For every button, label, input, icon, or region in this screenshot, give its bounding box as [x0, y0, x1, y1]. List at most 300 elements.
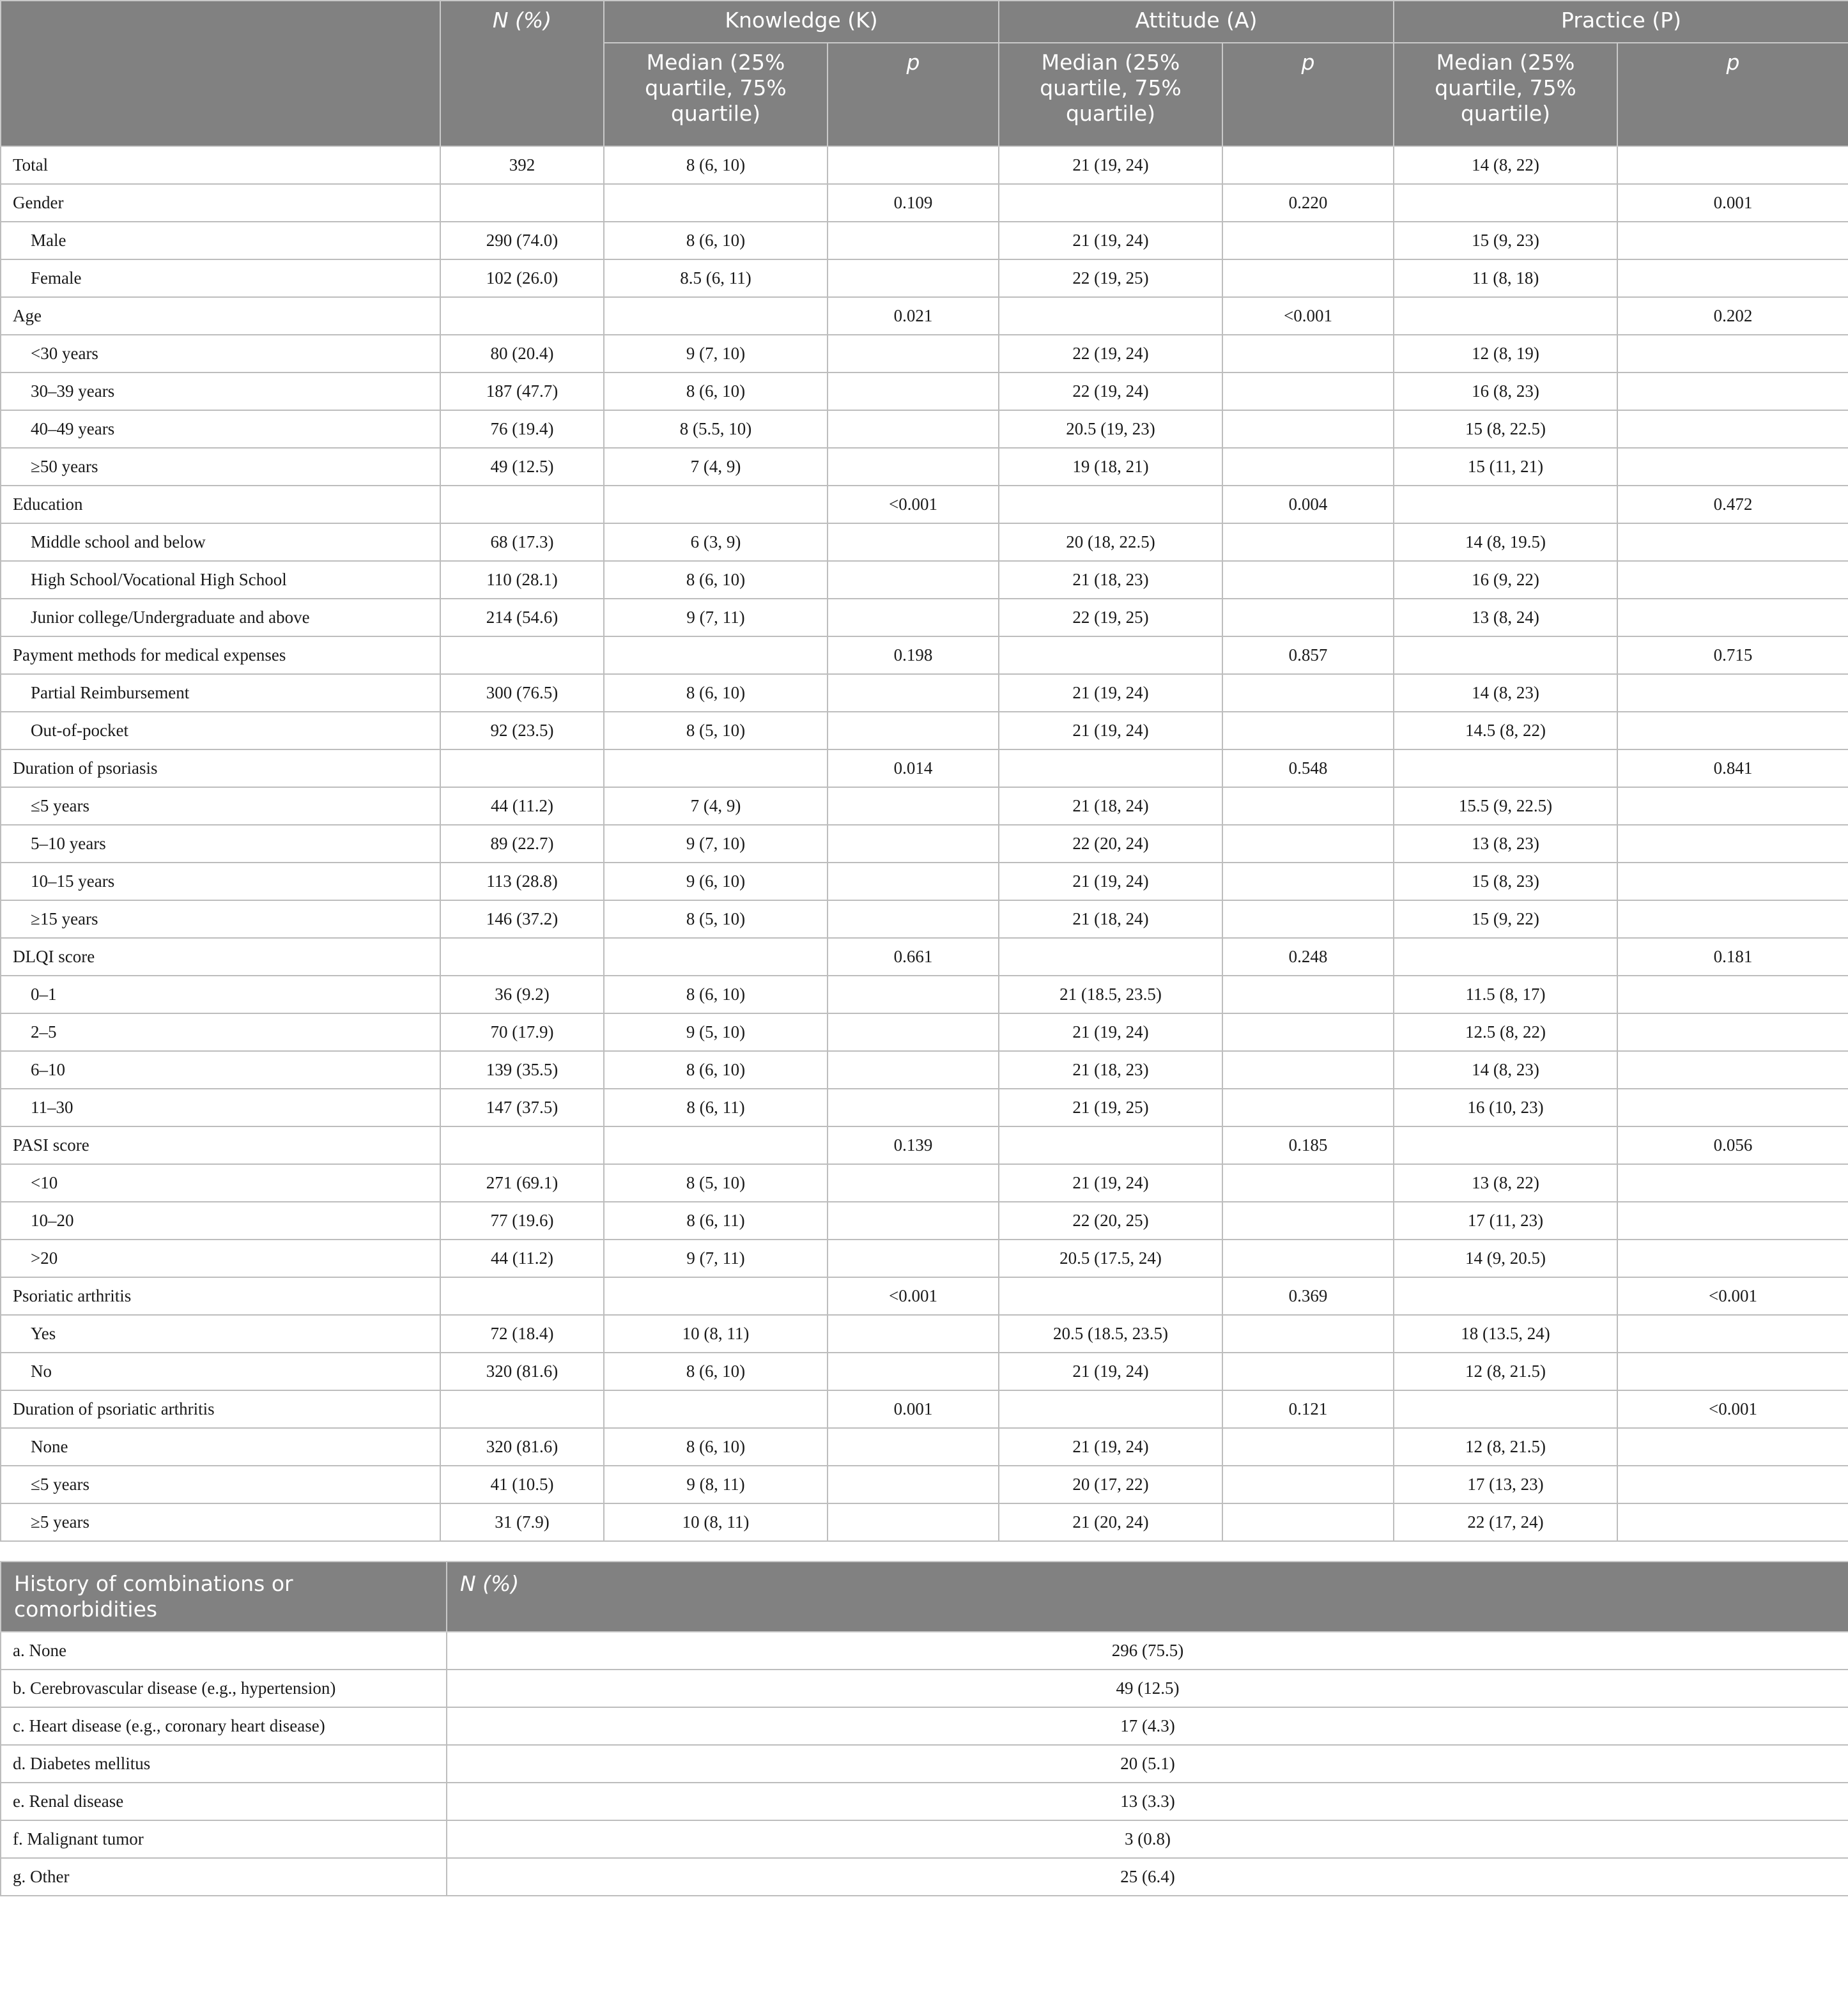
row-label: ≥5 years [1, 1503, 440, 1541]
practice-p-cell [1617, 674, 1848, 712]
table-row [1, 222, 1848, 259]
practice-median-cell: 14 (9, 20.5) [1394, 1240, 1617, 1277]
comorbidity-n-cell: 296 (75.5) [447, 1632, 1848, 1670]
attitude-median-cell: 21 (20, 24) [999, 1503, 1222, 1541]
header-n-percent: N (%) [440, 1, 604, 146]
practice-p-cell: <0.001 [1617, 1277, 1848, 1315]
n-cell: 68 (17.3) [440, 523, 604, 561]
practice-p-cell [1617, 372, 1848, 410]
table-row [1, 1013, 1848, 1051]
knowledge-p-cell [828, 1240, 999, 1277]
n-cell [440, 749, 604, 787]
knowledge-median-cell: 8 (5, 10) [604, 900, 828, 938]
n-cell [440, 1126, 604, 1164]
row-label: None [1, 1428, 440, 1466]
attitude-median-cell [999, 1390, 1222, 1428]
table-row [1, 1820, 1848, 1858]
knowledge-median-cell: 8 (6, 10) [604, 1051, 828, 1089]
practice-p-cell [1617, 1089, 1848, 1126]
comorbidities-body [1, 1632, 1848, 1896]
attitude-p-cell [1222, 825, 1394, 863]
knowledge-p-cell [828, 410, 999, 448]
attitude-median-cell [999, 636, 1222, 674]
attitude-median-cell: 22 (20, 24) [999, 825, 1222, 863]
knowledge-p-cell [828, 976, 999, 1013]
practice-p-cell: 0.841 [1617, 749, 1848, 787]
row-label: Yes [1, 1315, 440, 1353]
row-label: 2–5 [1, 1013, 440, 1051]
knowledge-p-cell [828, 1466, 999, 1503]
attitude-median-cell: 21 (19, 24) [999, 222, 1222, 259]
n-cell: 77 (19.6) [440, 1202, 604, 1240]
attitude-p-cell [1222, 1240, 1394, 1277]
table-row [1, 1858, 1848, 1896]
n-cell: 80 (20.4) [440, 335, 604, 372]
comorbidity-n-cell: 25 (6.4) [447, 1858, 1848, 1896]
practice-median-cell: 12.5 (8, 22) [1394, 1013, 1617, 1051]
practice-median-cell: 14.5 (8, 22) [1394, 712, 1617, 749]
practice-median-cell: 15 (8, 22.5) [1394, 410, 1617, 448]
knowledge-median-cell: 8 (6, 10) [604, 222, 828, 259]
knowledge-p-cell [828, 1428, 999, 1466]
practice-p-cell [1617, 1353, 1848, 1390]
knowledge-p-cell [828, 787, 999, 825]
table-row [1, 825, 1848, 863]
attitude-median-cell: 21 (19, 25) [999, 1089, 1222, 1126]
attitude-median-cell: 22 (19, 24) [999, 335, 1222, 372]
attitude-median-cell: 20.5 (17.5, 24) [999, 1240, 1222, 1277]
practice-p-cell [1617, 787, 1848, 825]
row-label: Education [1, 486, 440, 523]
n-cell: 320 (81.6) [440, 1428, 604, 1466]
knowledge-median-cell [604, 938, 828, 976]
practice-median-cell [1394, 486, 1617, 523]
table-row [1, 335, 1848, 372]
n-cell: 110 (28.1) [440, 561, 604, 599]
practice-median-cell: 15 (9, 22) [1394, 900, 1617, 938]
n-cell: 89 (22.7) [440, 825, 604, 863]
comorbidities-header [1, 1562, 1848, 1632]
attitude-median-cell: 19 (18, 21) [999, 448, 1222, 486]
comorbidity-n-cell: 3 (0.8) [447, 1820, 1848, 1858]
practice-p-cell [1617, 825, 1848, 863]
n-cell: 290 (74.0) [440, 222, 604, 259]
n-cell: 31 (7.9) [440, 1503, 604, 1541]
header-n-percent-label: N (%) [460, 1571, 520, 1596]
knowledge-median-cell: 9 (5, 10) [604, 1013, 828, 1051]
attitude-median-cell: 21 (19, 24) [999, 1428, 1222, 1466]
attitude-p-cell: 0.004 [1222, 486, 1394, 523]
attitude-p-cell [1222, 1466, 1394, 1503]
header-p-median: Median (25% quartile, 75% quartile) [1394, 43, 1617, 146]
attitude-p-cell: 0.185 [1222, 1126, 1394, 1164]
comorbidity-n-cell: 20 (5.1) [447, 1745, 1848, 1783]
table-row-group [1, 297, 1848, 335]
attitude-p-cell [1222, 1164, 1394, 1202]
n-cell: 102 (26.0) [440, 259, 604, 297]
row-label: Payment methods for medical expenses [1, 636, 440, 674]
table-row [1, 410, 1848, 448]
attitude-median-cell [999, 184, 1222, 222]
header-a-median: Median (25% quartile, 75% quartile) [999, 43, 1222, 146]
practice-median-cell: 18 (13.5, 24) [1394, 1315, 1617, 1353]
table-row [1, 1707, 1848, 1745]
attitude-p-cell: 0.220 [1222, 184, 1394, 222]
practice-p-cell [1617, 146, 1848, 184]
knowledge-p-cell [828, 1013, 999, 1051]
row-label: ≤5 years [1, 787, 440, 825]
header-n-percent [447, 1562, 1848, 1632]
table-row [1, 259, 1848, 297]
knowledge-p-cell [828, 825, 999, 863]
attitude-p-cell [1222, 1202, 1394, 1240]
row-label: Partial Reimbursement [1, 674, 440, 712]
knowledge-p-cell [828, 448, 999, 486]
practice-median-cell: 15.5 (9, 22.5) [1394, 787, 1617, 825]
knowledge-p-cell [828, 335, 999, 372]
practice-median-cell: 12 (8, 21.5) [1394, 1428, 1617, 1466]
attitude-median-cell: 21 (19, 24) [999, 674, 1222, 712]
row-label: Gender [1, 184, 440, 222]
knowledge-p-cell [828, 900, 999, 938]
practice-median-cell: 17 (11, 23) [1394, 1202, 1617, 1240]
n-cell [440, 486, 604, 523]
n-cell: 214 (54.6) [440, 599, 604, 636]
practice-p-cell [1617, 222, 1848, 259]
row-label: Junior college/Undergraduate and above [1, 599, 440, 636]
practice-median-cell: 15 (9, 23) [1394, 222, 1617, 259]
knowledge-median-cell [604, 1390, 828, 1428]
table-row-group [1, 938, 1848, 976]
table-row [1, 1632, 1848, 1670]
attitude-p-cell [1222, 787, 1394, 825]
practice-median-cell: 11.5 (8, 17) [1394, 976, 1617, 1013]
knowledge-p-cell: 0.198 [828, 636, 999, 674]
n-cell: 49 (12.5) [440, 448, 604, 486]
comorbidity-label: c. Heart disease (e.g., coronary heart disease) [1, 1707, 447, 1745]
knowledge-median-cell [604, 486, 828, 523]
knowledge-median-cell [604, 184, 828, 222]
practice-p-cell [1617, 712, 1848, 749]
table-row-group [1, 1126, 1848, 1164]
practice-p-cell: 0.056 [1617, 1126, 1848, 1164]
row-label: Age [1, 297, 440, 335]
n-cell: 76 (19.4) [440, 410, 604, 448]
knowledge-median-cell: 8 (6, 11) [604, 1202, 828, 1240]
knowledge-median-cell: 8 (6, 10) [604, 1428, 828, 1466]
attitude-p-cell [1222, 335, 1394, 372]
knowledge-median-cell: 7 (4, 9) [604, 448, 828, 486]
table-row [1, 787, 1848, 825]
practice-p-cell: 0.715 [1617, 636, 1848, 674]
table-row [1, 1089, 1848, 1126]
comorbidity-label: e. Renal disease [1, 1783, 447, 1820]
knowledge-median-cell: 8 (5.5, 10) [604, 410, 828, 448]
table-row [1, 1428, 1848, 1466]
attitude-median-cell: 20.5 (19, 23) [999, 410, 1222, 448]
practice-median-cell: 14 (8, 19.5) [1394, 523, 1617, 561]
practice-p-cell [1617, 1466, 1848, 1503]
attitude-p-cell [1222, 372, 1394, 410]
table-row [1, 1240, 1848, 1277]
practice-median-cell: 13 (8, 23) [1394, 825, 1617, 863]
table-row-group [1, 1277, 1848, 1315]
row-label: 6–10 [1, 1051, 440, 1089]
header-attitude: Attitude (A) [999, 1, 1394, 43]
knowledge-median-cell: 10 (8, 11) [604, 1315, 828, 1353]
row-label: Male [1, 222, 440, 259]
row-label: No [1, 1353, 440, 1390]
attitude-median-cell: 21 (18, 24) [999, 787, 1222, 825]
n-cell [440, 297, 604, 335]
n-cell [440, 938, 604, 976]
practice-p-cell [1617, 561, 1848, 599]
attitude-p-cell [1222, 222, 1394, 259]
table-row [1, 900, 1848, 938]
practice-p-cell [1617, 1240, 1848, 1277]
practice-median-cell: 17 (13, 23) [1394, 1466, 1617, 1503]
row-label: 30–39 years [1, 372, 440, 410]
practice-p-cell [1617, 1315, 1848, 1353]
knowledge-p-cell [828, 1051, 999, 1089]
practice-p-cell: 0.202 [1617, 297, 1848, 335]
table-row [1, 1315, 1848, 1353]
table-row [1, 1670, 1848, 1707]
table-row [1, 1202, 1848, 1240]
attitude-median-cell: 21 (18.5, 23.5) [999, 976, 1222, 1013]
knowledge-p-cell [828, 712, 999, 749]
attitude-median-cell [999, 938, 1222, 976]
practice-median-cell [1394, 1390, 1617, 1428]
practice-p-cell [1617, 1202, 1848, 1240]
practice-p-cell [1617, 1428, 1848, 1466]
attitude-p-cell [1222, 1013, 1394, 1051]
practice-median-cell [1394, 297, 1617, 335]
practice-median-cell: 22 (17, 24) [1394, 1503, 1617, 1541]
table-body [1, 146, 1848, 1541]
n-cell: 41 (10.5) [440, 1466, 604, 1503]
comorbidity-n-cell: 17 (4.3) [447, 1707, 1848, 1745]
attitude-median-cell: 22 (19, 25) [999, 259, 1222, 297]
knowledge-median-cell: 9 (7, 10) [604, 825, 828, 863]
knowledge-median-cell: 8 (5, 10) [604, 712, 828, 749]
row-label: <30 years [1, 335, 440, 372]
knowledge-median-cell: 8 (6, 10) [604, 1353, 828, 1390]
n-cell: 146 (37.2) [440, 900, 604, 938]
knowledge-median-cell: 6 (3, 9) [604, 523, 828, 561]
knowledge-median-cell: 8 (6, 10) [604, 146, 828, 184]
n-cell: 139 (35.5) [440, 1051, 604, 1089]
practice-median-cell: 15 (8, 23) [1394, 863, 1617, 900]
practice-median-cell: 12 (8, 21.5) [1394, 1353, 1617, 1390]
header-practice: Practice (P) [1394, 1, 1848, 43]
row-label: Middle school and below [1, 523, 440, 561]
knowledge-median-cell: 8 (6, 11) [604, 1089, 828, 1126]
knowledge-p-cell [828, 1164, 999, 1202]
attitude-median-cell: 21 (19, 24) [999, 1353, 1222, 1390]
header-empty [1, 1, 440, 146]
practice-median-cell: 16 (9, 22) [1394, 561, 1617, 599]
table-row [1, 448, 1848, 486]
knowledge-p-cell: <0.001 [828, 486, 999, 523]
row-label: <10 [1, 1164, 440, 1202]
row-label: DLQI score [1, 938, 440, 976]
attitude-p-cell [1222, 1051, 1394, 1089]
table-row [1, 1164, 1848, 1202]
knowledge-p-cell [828, 674, 999, 712]
knowledge-median-cell: 9 (7, 11) [604, 599, 828, 636]
attitude-p-cell: <0.001 [1222, 297, 1394, 335]
n-cell: 147 (37.5) [440, 1089, 604, 1126]
knowledge-p-cell: 0.661 [828, 938, 999, 976]
knowledge-p-cell [828, 1315, 999, 1353]
attitude-p-cell [1222, 1315, 1394, 1353]
practice-median-cell [1394, 749, 1617, 787]
knowledge-p-cell [828, 146, 999, 184]
table-row [1, 599, 1848, 636]
knowledge-median-cell [604, 749, 828, 787]
row-label: ≤5 years [1, 1466, 440, 1503]
attitude-p-cell [1222, 900, 1394, 938]
attitude-median-cell [999, 749, 1222, 787]
n-cell: 36 (9.2) [440, 976, 604, 1013]
attitude-median-cell: 22 (19, 25) [999, 599, 1222, 636]
row-label: >20 [1, 1240, 440, 1277]
attitude-p-cell [1222, 1503, 1394, 1541]
table-row [1, 863, 1848, 900]
knowledge-median-cell [604, 1277, 828, 1315]
n-cell: 392 [440, 146, 604, 184]
knowledge-median-cell: 8 (6, 10) [604, 674, 828, 712]
attitude-median-cell: 21 (19, 24) [999, 1013, 1222, 1051]
practice-median-cell [1394, 636, 1617, 674]
n-cell: 70 (17.9) [440, 1013, 604, 1051]
practice-p-cell: 0.472 [1617, 486, 1848, 523]
row-label: 0–1 [1, 976, 440, 1013]
header-comorbidities: History of combinations or comorbidities [1, 1562, 447, 1632]
row-label: Out-of-pocket [1, 712, 440, 749]
header-row [1, 1, 1848, 43]
knowledge-median-cell [604, 1126, 828, 1164]
knowledge-median-cell: 8.5 (6, 11) [604, 259, 828, 297]
n-cell: 300 (76.5) [440, 674, 604, 712]
knowledge-median-cell: 8 (6, 10) [604, 372, 828, 410]
table-row [1, 1783, 1848, 1820]
attitude-p-cell: 0.121 [1222, 1390, 1394, 1428]
practice-p-cell: 0.001 [1617, 184, 1848, 222]
table-row [1, 712, 1848, 749]
practice-p-cell: 0.181 [1617, 938, 1848, 976]
table-row-group [1, 636, 1848, 674]
knowledge-p-cell: 0.001 [828, 1390, 999, 1428]
practice-p-cell [1617, 410, 1848, 448]
knowledge-median-cell: 8 (6, 10) [604, 561, 828, 599]
comorbidity-n-cell: 49 (12.5) [447, 1670, 1848, 1707]
attitude-median-cell: 22 (19, 24) [999, 372, 1222, 410]
row-label: 40–49 years [1, 410, 440, 448]
attitude-p-cell [1222, 410, 1394, 448]
knowledge-p-cell [828, 561, 999, 599]
knowledge-p-cell [828, 1353, 999, 1390]
attitude-p-cell [1222, 259, 1394, 297]
n-cell: 92 (23.5) [440, 712, 604, 749]
practice-median-cell: 12 (8, 19) [1394, 335, 1617, 372]
comorbidity-label: f. Malignant tumor [1, 1820, 447, 1858]
comorbidity-label: d. Diabetes mellitus [1, 1745, 447, 1783]
attitude-p-cell [1222, 146, 1394, 184]
row-label: Total [1, 146, 440, 184]
attitude-median-cell: 21 (18, 24) [999, 900, 1222, 938]
row-label: 11–30 [1, 1089, 440, 1126]
row-label: PASI score [1, 1126, 440, 1164]
knowledge-p-cell [828, 1503, 999, 1541]
attitude-p-cell: 0.248 [1222, 938, 1394, 976]
table-row-group [1, 486, 1848, 523]
knowledge-p-cell [828, 1089, 999, 1126]
practice-p-cell [1617, 1164, 1848, 1202]
attitude-p-cell [1222, 1089, 1394, 1126]
table-row [1, 1051, 1848, 1089]
practice-p-cell [1617, 448, 1848, 486]
row-label: ≥15 years [1, 900, 440, 938]
n-cell [440, 184, 604, 222]
practice-p-cell [1617, 863, 1848, 900]
row-label: 10–15 years [1, 863, 440, 900]
practice-median-cell [1394, 184, 1617, 222]
practice-median-cell: 13 (8, 22) [1394, 1164, 1617, 1202]
comorbidity-label: a. None [1, 1632, 447, 1670]
attitude-median-cell: 20 (17, 22) [999, 1466, 1222, 1503]
knowledge-median-cell: 9 (6, 10) [604, 863, 828, 900]
attitude-p-cell [1222, 674, 1394, 712]
knowledge-p-cell [828, 259, 999, 297]
table-row [1, 1353, 1848, 1390]
table-row-group [1, 184, 1848, 222]
attitude-median-cell: 21 (18, 23) [999, 561, 1222, 599]
attitude-median-cell: 20 (18, 22.5) [999, 523, 1222, 561]
practice-median-cell: 15 (11, 21) [1394, 448, 1617, 486]
practice-median-cell [1394, 1126, 1617, 1164]
attitude-p-cell: 0.369 [1222, 1277, 1394, 1315]
attitude-p-cell [1222, 1353, 1394, 1390]
attitude-p-cell [1222, 599, 1394, 636]
attitude-p-cell: 0.548 [1222, 749, 1394, 787]
row-label: Psoriatic arthritis [1, 1277, 440, 1315]
knowledge-median-cell: 9 (8, 11) [604, 1466, 828, 1503]
attitude-median-cell: 20.5 (18.5, 23.5) [999, 1315, 1222, 1353]
n-cell: 44 (11.2) [440, 787, 604, 825]
table-row [1, 674, 1848, 712]
knowledge-p-cell [828, 1202, 999, 1240]
attitude-p-cell [1222, 863, 1394, 900]
knowledge-p-cell: 0.014 [828, 749, 999, 787]
practice-p-cell [1617, 1013, 1848, 1051]
n-cell [440, 1277, 604, 1315]
n-cell [440, 636, 604, 674]
comorbidity-label: b. Cerebrovascular disease (e.g., hypertension) [1, 1670, 447, 1707]
n-cell: 187 (47.7) [440, 372, 604, 410]
practice-median-cell: 14 (8, 23) [1394, 674, 1617, 712]
header-row [1, 1562, 1848, 1632]
knowledge-median-cell: 7 (4, 9) [604, 787, 828, 825]
table-row-group [1, 146, 1848, 184]
practice-p-cell: <0.001 [1617, 1390, 1848, 1428]
attitude-p-cell [1222, 448, 1394, 486]
attitude-median-cell [999, 1277, 1222, 1315]
practice-median-cell: 13 (8, 24) [1394, 599, 1617, 636]
practice-median-cell: 16 (8, 23) [1394, 372, 1617, 410]
practice-median-cell [1394, 1277, 1617, 1315]
